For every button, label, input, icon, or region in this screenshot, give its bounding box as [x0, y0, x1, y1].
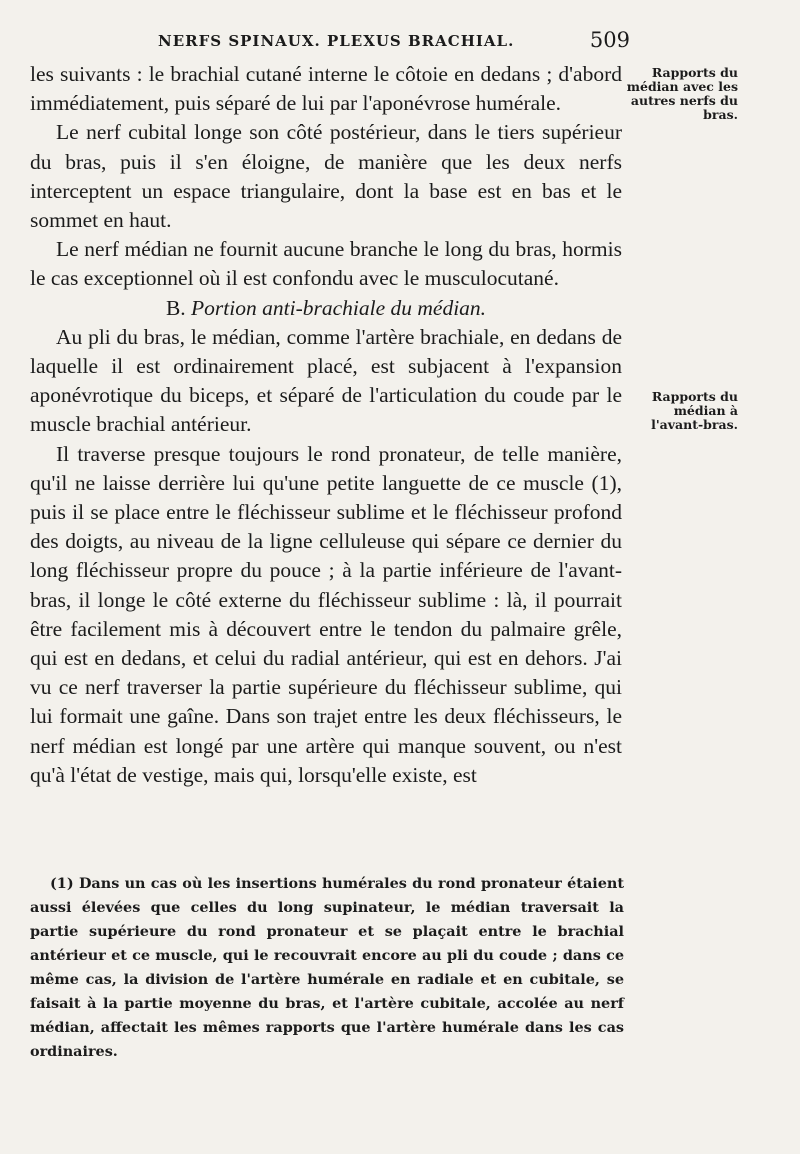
margin-note-1: Rapports du médian avec les autres nerfs du bras. — [626, 65, 738, 122]
page-header — [150, 26, 630, 56]
paragraph-3: Le nerf médian ne fournit aucune branche le long du bras, hormis le cas exceptionnel où il est confondu avec le musculocutané. — [30, 237, 622, 291]
paragraph-5: Il traverse presque toujours le rond pronateur, de telle manière, qu'il ne laisse derrière lui qu'une petite languette de ce muscle (1), puis il se place entre le fléchisseur sublime et le fléchisseur profond des doigts, au niveau de la ligne celluleuse qui sépare ce dernier du long fléchisseur propre du pouce ; à la partie inférieure de l'avant-bras, il longe le côté externe du fléchisseur sublime : là, il pourrait être facilement mis à découvert entre le tendon du palmaire grêle, qui est en dedans, et celui du radial antérieur, qui est en dehors. J'ai vu ce nerf traverser la partie supérieure du fléchisseur sublime, qui lui formait une gaîne. Dans son trajet entre les deux fléchisseurs, le nerf médian est longé par une artère qui manque souvent, ou n'est qu'à l'état de vestige, mais qui, lorsqu'elle existe, est — [30, 441, 622, 787]
section-title: Portion anti-brachiale du médian. — [191, 295, 487, 320]
footnote-marker: (1) — [50, 875, 74, 892]
running-title: NERFS SPINAUX. PLEXUS BRACHIAL. — [158, 32, 515, 50]
footnote — [30, 872, 624, 1064]
paragraph-2: Le nerf cubital longe son côté postérieur, dans le tiers supérieur du bras, puis il s'en éloigne, de manière que les deux nerfs interceptent un espace triangulaire, dont la base est en bas et le sommet en haut. — [30, 120, 622, 233]
margin-note-2: Rapports du médian à l'avant-bras. — [651, 389, 738, 432]
section-letter: B. — [165, 295, 186, 320]
section-heading — [30, 294, 622, 323]
page-number: 509 — [589, 28, 630, 52]
footnote-text: Dans un cas où les insertions humérales du rond pronateur étaient aussi élevées que celles du long supinateur, le médian traversait la partie supérieure du rond pronateur et se plaçait entre le brachial antérieur et ce muscle, qui le recouvrait encore au pli du coude ; dans ce même cas, la division de l'artère humérale en radiale et en cubitale, se faisait à la partie moyenne du bras, et l'artère cubitale, accolée au nerf médian, affectait les mêmes rapports que l'artère humérale dans les cas ordinaires. — [30, 875, 624, 1060]
paragraph-4: Au pli du bras, le médian, comme l'artère brachiale, en dedans de laquelle il est ordinairement placé, est subjacent à l'expansion aponévrotique du biceps, et séparé de l'articulation du coude par le muscle brachial antérieur. — [30, 324, 622, 437]
main-text — [30, 60, 622, 790]
paragraph-1: les suivants : le brachial cutané interne le côtoie en dedans ; d'abord immédiatement, puis séparé de lui par l'aponévrose humérale. — [30, 62, 622, 116]
